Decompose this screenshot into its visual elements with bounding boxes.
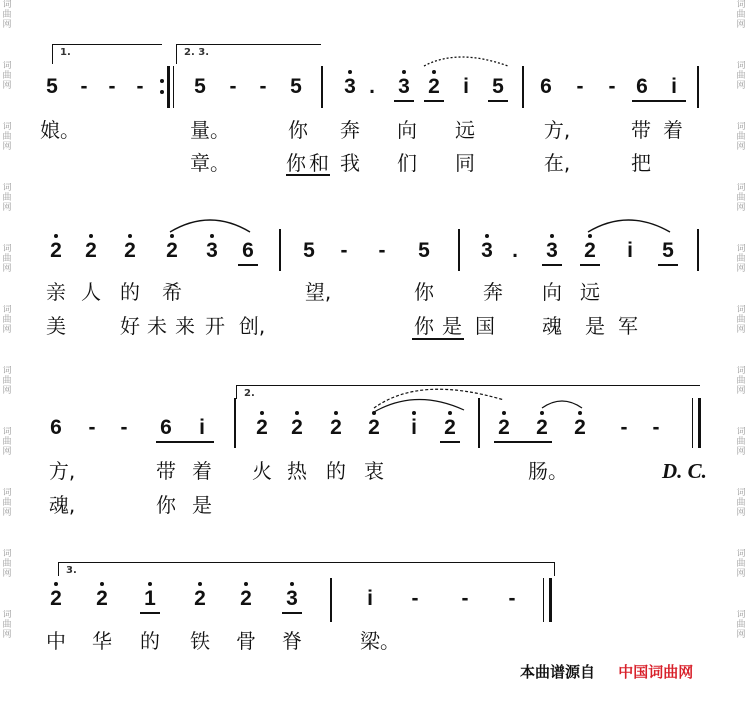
- lyric: 量。: [190, 118, 230, 142]
- site-name: 中国词曲网: [618, 663, 694, 681]
- note: 5: [492, 75, 504, 98]
- lyric: 章。: [190, 151, 230, 175]
- lyric: 是: [192, 493, 212, 517]
- note: 2: [50, 587, 62, 610]
- underline: [140, 612, 160, 614]
- lyric: 娘。: [40, 118, 80, 142]
- note: 5: [418, 239, 430, 262]
- note: 2: [428, 75, 440, 98]
- note: -: [259, 75, 267, 98]
- note: 2: [368, 416, 380, 439]
- note: 6: [160, 416, 172, 439]
- watermark-text: 词曲网: [2, 488, 12, 518]
- note: 2: [330, 416, 342, 439]
- lyric: 我: [340, 151, 360, 175]
- lyric: 来: [175, 314, 195, 338]
- watermark-text: 词曲网: [736, 305, 746, 335]
- watermark-text: 词曲网: [736, 183, 746, 213]
- note: .: [369, 75, 375, 98]
- lyric: 奔: [340, 118, 360, 142]
- watermark-text: 词曲网: [2, 183, 12, 213]
- lyric: 美: [46, 314, 66, 338]
- note: 2: [124, 239, 136, 262]
- note: -: [576, 75, 584, 98]
- note: -: [608, 75, 616, 98]
- watermark-text: 词曲网: [2, 61, 12, 91]
- note: 5: [303, 239, 315, 262]
- note: 5: [662, 239, 674, 262]
- lyric: 魂: [542, 314, 562, 338]
- note: -: [88, 416, 96, 439]
- lyric: 向: [397, 118, 417, 142]
- note: 2: [85, 239, 97, 262]
- watermark-text: 词曲网: [2, 549, 12, 579]
- watermark-text: 词曲网: [736, 549, 746, 579]
- lyric: 创,: [238, 314, 266, 338]
- lyric: 脊: [282, 629, 302, 653]
- note: i: [627, 239, 633, 262]
- watermark-text: 词曲网: [2, 610, 12, 640]
- note: 2: [166, 239, 178, 262]
- lyric: 未: [147, 314, 167, 338]
- note: 2: [50, 239, 62, 262]
- da-capo-mark: D. C.: [662, 459, 707, 483]
- lyric: 梁。: [360, 629, 400, 653]
- note: 2: [584, 239, 596, 262]
- watermark-text: 词曲网: [736, 61, 746, 91]
- note: i: [463, 75, 469, 98]
- octave-dot: [198, 582, 202, 586]
- barline: [543, 578, 544, 622]
- volta-bracket: [58, 562, 59, 576]
- watermark-text: 词曲网: [736, 122, 746, 152]
- lyric: 魂,: [48, 493, 76, 517]
- note: 5: [194, 75, 206, 98]
- note: 6: [636, 75, 648, 98]
- lyric: 火: [252, 459, 272, 483]
- lyric: 远: [580, 280, 600, 304]
- note: 2: [498, 416, 510, 439]
- note: -: [652, 416, 660, 439]
- watermark-text: 词曲网: [736, 0, 746, 30]
- note: -: [620, 416, 628, 439]
- watermark-text: 词曲网: [736, 488, 746, 518]
- lyric: 带: [156, 459, 176, 483]
- volta-label: 2.: [244, 388, 255, 399]
- watermark-text: 词曲网: [736, 244, 746, 274]
- lyric: 人: [81, 280, 101, 304]
- note: 3: [481, 239, 493, 262]
- lyric: 铁: [190, 629, 210, 653]
- lyric: 望,: [304, 280, 332, 304]
- note: -: [136, 75, 144, 98]
- note: 2: [256, 416, 268, 439]
- barline: [549, 578, 552, 622]
- note: 6: [540, 75, 552, 98]
- note: 2: [291, 416, 303, 439]
- volta-bracket: [58, 562, 554, 563]
- note: 2: [444, 416, 456, 439]
- note: 3: [398, 75, 410, 98]
- note: i: [199, 416, 205, 439]
- lyric: 你: [414, 280, 434, 304]
- note: -: [378, 239, 386, 262]
- lyric: 带: [631, 118, 651, 142]
- note: -: [508, 587, 516, 610]
- watermark-text: 词曲网: [2, 427, 12, 457]
- octave-dot: [290, 582, 294, 586]
- note: 3: [546, 239, 558, 262]
- lyric: 的: [120, 280, 140, 304]
- watermark-text: 词曲网: [736, 366, 746, 396]
- lyric: 希: [162, 280, 182, 304]
- watermark-text: 词曲网: [736, 610, 746, 640]
- lyric: 是: [585, 314, 605, 338]
- note: -: [411, 587, 419, 610]
- note: .: [512, 239, 518, 262]
- note: 3: [286, 587, 298, 610]
- note: -: [108, 75, 116, 98]
- note: 6: [242, 239, 254, 262]
- note: -: [80, 75, 88, 98]
- lyric: 热: [287, 459, 307, 483]
- watermark-text: 词曲网: [2, 244, 12, 274]
- note: i: [367, 587, 373, 610]
- note: 3: [206, 239, 218, 262]
- lyric: 同: [455, 151, 475, 175]
- lyric: 亲: [46, 280, 66, 304]
- watermark-text: 词曲网: [2, 122, 12, 152]
- watermark-text: 词曲网: [2, 305, 12, 335]
- lyric: 方,: [543, 118, 571, 142]
- lyric: 和: [309, 151, 329, 175]
- note: 2: [536, 416, 548, 439]
- note: -: [120, 416, 128, 439]
- lyric: 开: [205, 314, 225, 338]
- watermark-text: 词曲网: [2, 0, 12, 30]
- lyric: 的: [140, 629, 160, 653]
- lyric: 远: [455, 118, 475, 142]
- source-label: 本曲谱源自: [520, 663, 596, 681]
- underline: [282, 612, 302, 614]
- lyric: 衷: [364, 459, 384, 483]
- lyric: 肠。: [528, 459, 568, 483]
- lyric: 华: [92, 629, 112, 653]
- lyric: 你: [288, 118, 308, 142]
- note: 5: [46, 75, 58, 98]
- note: i: [411, 416, 417, 439]
- lyric: 们: [397, 151, 417, 175]
- lyric: 方,: [48, 459, 76, 483]
- lyric: 好: [120, 314, 140, 338]
- lyric: 国: [475, 314, 495, 338]
- lyric: 在,: [543, 151, 571, 175]
- lyric: 着: [663, 118, 683, 142]
- lyric: 的: [326, 459, 346, 483]
- note: 2: [96, 587, 108, 610]
- note: -: [340, 239, 348, 262]
- note: 5: [290, 75, 302, 98]
- note: 2: [194, 587, 206, 610]
- source-note: [520, 661, 693, 682]
- lyric: 奔: [483, 280, 503, 304]
- note: 2: [240, 587, 252, 610]
- lyric: 你: [414, 314, 434, 338]
- barline: [330, 578, 332, 622]
- lyric: 你: [156, 493, 176, 517]
- lyric: 你: [286, 151, 306, 175]
- watermark-text: 词曲网: [736, 427, 746, 457]
- note: 3: [344, 75, 356, 98]
- lyric: 着: [192, 459, 212, 483]
- octave-dot: [54, 582, 58, 586]
- note: 1: [144, 587, 156, 610]
- volta-label: 1.: [60, 47, 71, 58]
- note: i: [671, 75, 677, 98]
- lyric: 骨: [236, 629, 256, 653]
- note: -: [229, 75, 237, 98]
- lyric: 把: [631, 151, 651, 175]
- volta-bracket: [554, 562, 555, 576]
- watermark-text: 词曲网: [2, 366, 12, 396]
- octave-dot: [100, 582, 104, 586]
- octave-dot: [148, 582, 152, 586]
- note: 2: [574, 416, 586, 439]
- volta-label: 3.: [66, 565, 77, 576]
- lyric: 军: [618, 314, 638, 338]
- note: -: [461, 587, 469, 610]
- lyric: 是: [442, 314, 462, 338]
- lyric: 向: [542, 280, 562, 304]
- note: 6: [50, 416, 62, 439]
- octave-dot: [244, 582, 248, 586]
- lyric: 中: [46, 629, 66, 653]
- volta-label: 2. 3.: [184, 47, 209, 58]
